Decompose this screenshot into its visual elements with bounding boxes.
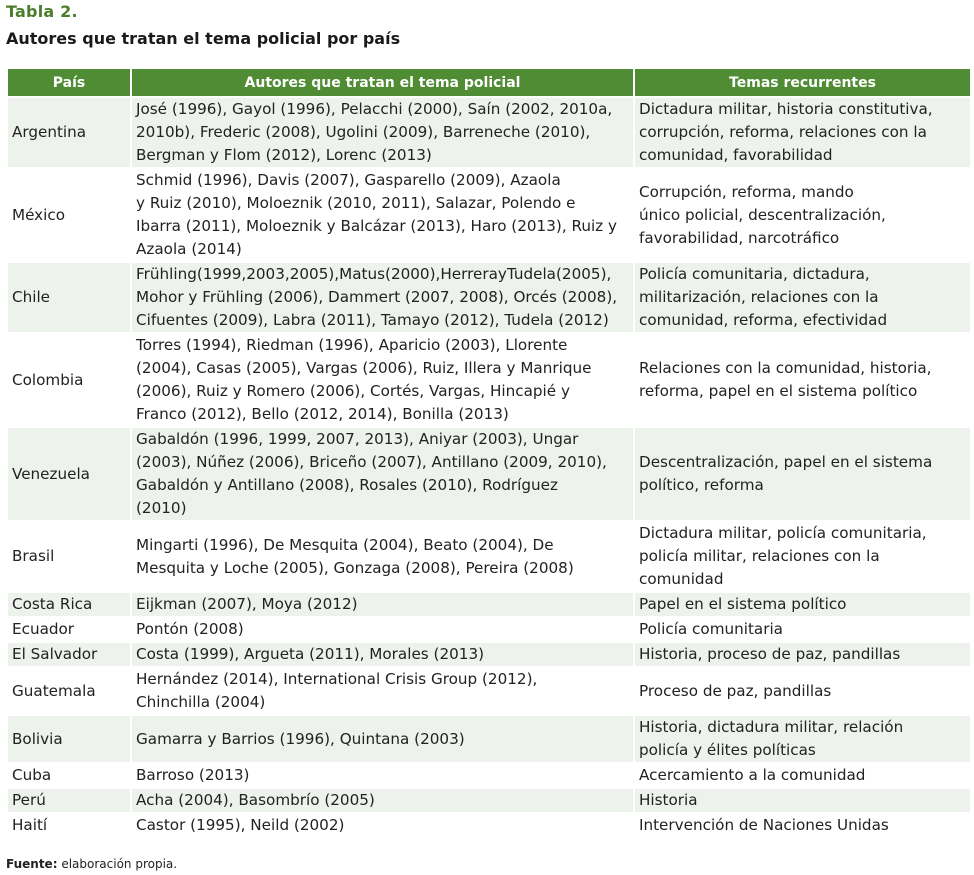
authors-line: (2010) (136, 499, 187, 517)
country-cell: México (8, 169, 130, 261)
themes-cell (635, 169, 970, 261)
themes-cell (635, 764, 970, 787)
authors-line: Torres (1994), Riedman (1996), Aparicio (2003), Llorente (136, 336, 568, 354)
country-cell: El Salvador (8, 643, 130, 666)
country-cell: Costa Rica (8, 593, 130, 616)
themes-line: corrupción, reforma, relaciones con la (639, 123, 927, 141)
authors-line: Pontón (2008) (136, 620, 244, 638)
themes-cell (635, 593, 970, 616)
authors-line: Chinchilla (2004) (136, 693, 266, 711)
themes-cell (635, 668, 970, 714)
authors-table (6, 67, 972, 839)
authors-cell (132, 716, 633, 762)
authors-cell (132, 428, 633, 520)
themes-line: Corrupción, reforma, mando (639, 182, 854, 201)
themes-line: Papel en el sistema político (639, 595, 847, 613)
themes-line: Historia (639, 791, 698, 809)
table-row (8, 334, 970, 426)
country-cell: Haití (8, 814, 130, 837)
table-label: Tabla 2. (6, 2, 78, 21)
header-country: País (8, 69, 130, 96)
authors-cell (132, 593, 633, 616)
authors-cell (132, 98, 633, 167)
themes-line: único policial, descentralización, (639, 205, 886, 224)
authors-cell (132, 814, 633, 837)
themes-line: Relaciones con la comunidad, historia, (639, 359, 932, 377)
authors-cell (132, 263, 633, 332)
themes-line: favorabilidad, narcotráfico (639, 228, 840, 247)
authors-line: Eijkman (2007), Moya (2012) (136, 595, 358, 613)
themes-cell (635, 716, 970, 762)
authors-line: Mesquita y Loche (2005), Gonzaga (2008), Pereira (2008) (136, 558, 574, 577)
table-row (8, 789, 970, 812)
authors-cell (132, 764, 633, 787)
themes-line: Dictadura militar, historia constitutiva, (639, 100, 933, 118)
country-cell: Bolivia (8, 716, 130, 762)
authors-line: Costa (1999), Argueta (2011), Morales (2013) (136, 645, 485, 663)
authors-cell (132, 522, 633, 591)
authors-line: (2003), Núñez (2006), Briceño (2007), Antillano (2009, 2010), (136, 453, 607, 471)
country-cell: Brasil (8, 522, 130, 591)
authors-line: Hernández (2014), International Crisis Group (2012), (136, 670, 538, 688)
authors-line: Acha (2004), Basombrío (2005) (136, 791, 375, 809)
themes-line: Dictadura militar, policía comunitaria, (639, 524, 927, 542)
themes-line: policía militar, relaciones con la (639, 547, 880, 565)
country-cell: Argentina (8, 98, 130, 167)
themes-cell (635, 522, 970, 591)
header-authors: Autores que tratan el tema policial (132, 69, 633, 96)
country-cell: Chile (8, 263, 130, 332)
authors-line: 2010b), Frederic (2008), Ugolini (2009), Barreneche (2010), (136, 123, 591, 141)
themes-line: Acercamiento a la comunidad (639, 766, 866, 784)
authors-cell (132, 643, 633, 666)
authors-line: Gamarra y Barrios (1996), Quintana (2003) (136, 729, 465, 748)
themes-line: comunidad (639, 570, 724, 588)
authors-cell (132, 789, 633, 812)
table-row (8, 618, 970, 641)
themes-line: militarización, relaciones con la (639, 288, 879, 306)
table-row (8, 593, 970, 616)
footnote-label: Fuente: (6, 857, 58, 871)
header-themes: Temas recurrentes (635, 69, 970, 96)
table-row (8, 263, 970, 332)
themes-cell (635, 814, 970, 837)
authors-line: Bergman y Flom (2012), Lorenc (2013) (136, 146, 432, 164)
themes-cell (635, 98, 970, 167)
table-title: Autores que tratan el tema policial por país (6, 29, 401, 48)
themes-line: reforma, papel en el sistema político (639, 382, 918, 400)
themes-line: Historia, proceso de paz, pandillas (639, 645, 901, 663)
table-row (8, 643, 970, 666)
country-cell: Colombia (8, 334, 130, 426)
country-cell: Perú (8, 789, 130, 812)
table-row (8, 764, 970, 787)
themes-cell (635, 643, 970, 666)
authors-line: Azaola (2014) (136, 240, 242, 258)
authors-line: Ibarra (2011), Moloeznik y Balcázar (2013), Haro (2013), Ruiz y (136, 217, 617, 235)
authors-line: Gabaldón (1996, 1999, 2007, 2013), Aniyar (2003), Ungar (136, 430, 579, 448)
authors-line: Cifuentes (2009), Labra (2011), Tamayo (2012), Tudela (2012) (136, 311, 609, 329)
themes-cell (635, 789, 970, 812)
authors-line: Schmid (1996), Davis (2007), Gasparello (2009), Azaola (136, 171, 561, 189)
themes-line: Policía comunitaria (639, 620, 783, 638)
country-cell: Cuba (8, 764, 130, 787)
authors-line: Mingarti (1996), De Mesquita (2004), Beato (2004), De (136, 535, 554, 554)
themes-line: policía y élites políticas (639, 741, 816, 759)
footnote-text: elaboración propia. (57, 857, 178, 871)
table-body (8, 98, 970, 837)
authors-line: Gabaldón y Antillano (2008), Rosales (2010), Rodríguez (136, 476, 558, 494)
authors-line: (2004), Casas (2005), Vargas (2006), Ruiz, Illera y Manrique (136, 359, 592, 377)
country-cell: Venezuela (8, 428, 130, 520)
themes-line: Descentralización, papel en el sistema (639, 453, 933, 471)
table-row (8, 522, 970, 591)
themes-cell (635, 428, 970, 520)
table-row (8, 169, 970, 261)
authors-line: y Ruiz (2010), Moloeznik (2010, 2011), Salazar, Polendo e (136, 194, 576, 212)
table-row (8, 428, 970, 520)
country-cell: Guatemala (8, 668, 130, 714)
themes-cell (635, 618, 970, 641)
authors-line: Franco (2012), Bello (2012, 2014), Bonilla (2013) (136, 405, 509, 423)
table-row (8, 98, 970, 167)
country-cell: Ecuador (8, 618, 130, 641)
themes-line: político, reforma (639, 476, 764, 494)
table-row (8, 668, 970, 714)
authors-line: Barroso (2013) (136, 766, 250, 784)
authors-line: Castor (1995), Neild (2002) (136, 816, 345, 834)
footnote (6, 857, 177, 871)
themes-cell (635, 334, 970, 426)
table-header-row (8, 69, 970, 96)
themes-cell (635, 263, 970, 332)
themes-line: Intervención de Naciones Unidas (639, 816, 889, 834)
authors-cell (132, 618, 633, 641)
authors-line: Mohor y Frühling (2006), Dammert (2007, 2008), Orcés (2008), (136, 288, 618, 306)
authors-cell (132, 334, 633, 426)
authors-line: Frühling(1999,2003,2005),Matus(2000),HerrerayTudela(2005), (136, 265, 612, 283)
authors-cell (132, 668, 633, 714)
themes-line: comunidad, reforma, efectividad (639, 311, 888, 329)
authors-line: (2006), Ruiz y Romero (2006), Cortés, Vargas, Hincapié y (136, 382, 570, 400)
themes-line: Proceso de paz, pandillas (639, 681, 832, 700)
table-row (8, 814, 970, 837)
themes-line: Policía comunitaria, dictadura, (639, 265, 870, 283)
themes-line: comunidad, favorabilidad (639, 146, 833, 164)
table-row (8, 716, 970, 762)
authors-cell (132, 169, 633, 261)
authors-line: José (1996), Gayol (1996), Pelacchi (2000), Saín (2002, 2010a, (136, 100, 613, 118)
themes-line: Historia, dictadura militar, relación (639, 718, 904, 736)
